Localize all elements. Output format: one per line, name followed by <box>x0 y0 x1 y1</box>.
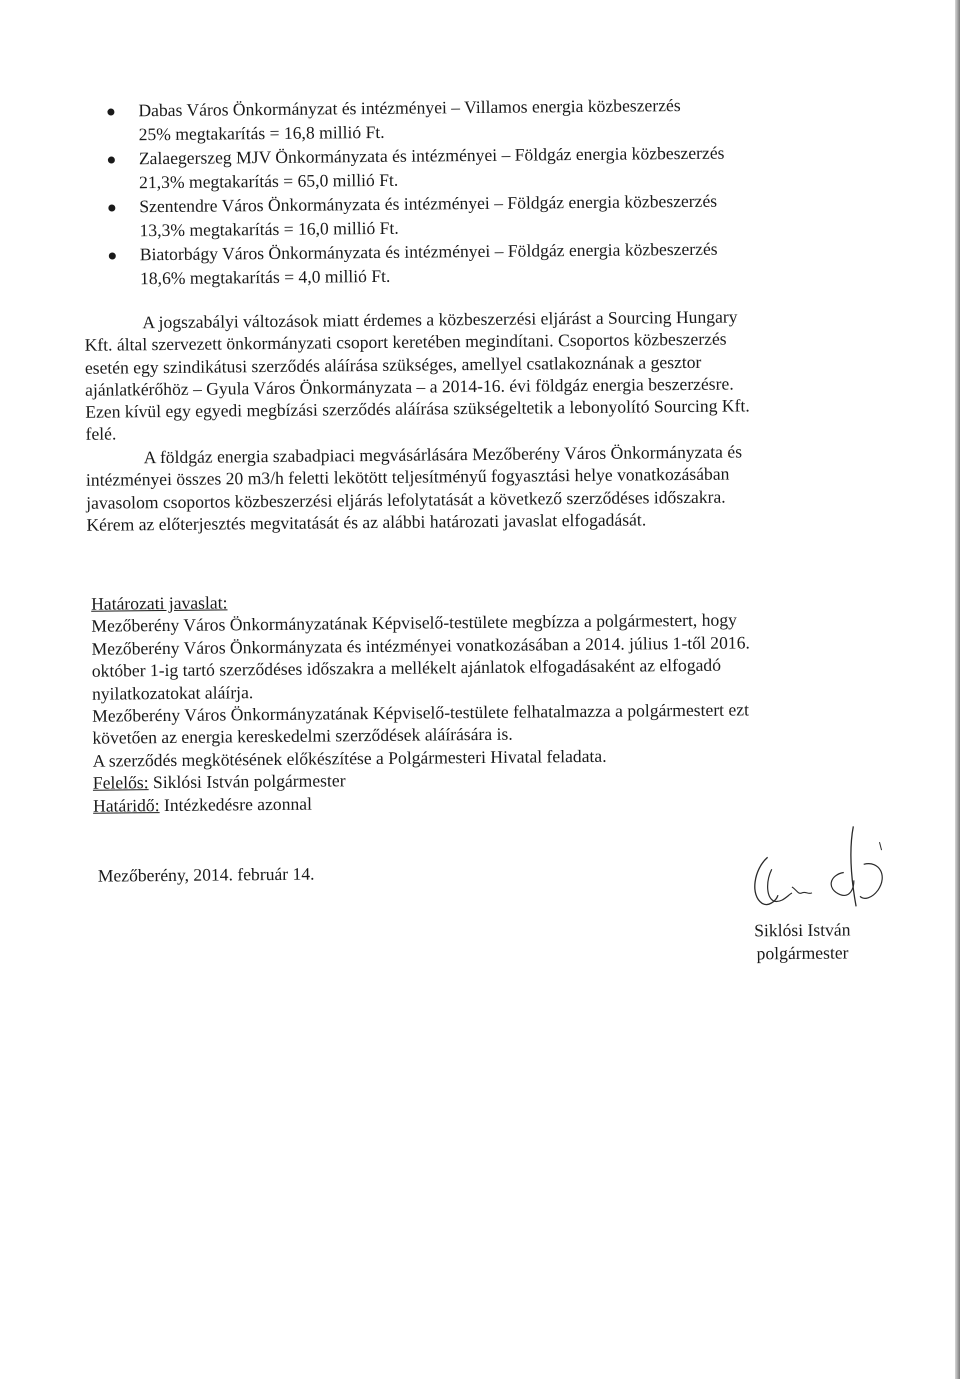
resolution-line: Mezőberény Város Önkormányzata és intézményei vonatkozásában a 2014. július 1-től 2016. <box>91 632 750 659</box>
list-item-title: Zalaegerszeg MJV Önkormányzata és intézményei – Földgáz energia közbeszerzés <box>138 142 725 169</box>
paragraph-line: esetén egy szindikátusi szerződés aláírása szükséges, amellyel csatlakoznának a gesztor <box>84 351 702 378</box>
resolution-line: október 1-ig tartó szerződéses időszakra a mellékelt ajánlatok elfogadásaként az elfogadó <box>91 654 722 681</box>
paragraph-line: Kérem az előterjesztés megvitatását és az alábbi határozati javaslat elfogadását. <box>86 509 647 535</box>
deadline-value: Intézkedésre azonnal <box>159 793 313 815</box>
bullet-icon <box>107 108 114 115</box>
list-item-title: Biatorbágy Város Önkormányzata és intézményei – Földgáz energia közbeszerzés <box>139 238 718 265</box>
signer-title: polgármester <box>756 942 849 964</box>
responsible-value: Siklósi István polgármester <box>148 770 346 793</box>
proposal-paragraph <box>86 440 839 536</box>
list-item-savings: 21,3% megtakarítás = 65,0 millió Ft. <box>139 169 399 192</box>
resolution-line: követően az energia kereskedelmi szerződések aláírására is. <box>92 724 513 749</box>
bullet-icon <box>108 204 115 211</box>
paragraph-line: felé. <box>85 423 117 445</box>
list-item <box>104 93 824 147</box>
paragraph-line: ajánlatkérőhöz – Gyula Város Önkormányzata – a 2014-16. évi földgáz energia beszerzésre. <box>85 373 734 400</box>
resolution-line: Mezőberény Város Önkormányzatának Képviselő-testülete megbízza a polgármestert, hogy <box>91 609 737 637</box>
responsible-label: Felelős: <box>92 772 149 793</box>
paragraph-line: A jogszabályi változások miatt érdemes a közbeszerzési eljárást a Sourcing Hungary <box>142 306 738 333</box>
handwritten-signature <box>731 816 912 918</box>
resolution-proposal <box>91 585 853 816</box>
list-item-savings: 25% megtakarítás = 16,8 millió Ft. <box>138 121 385 144</box>
bullet-icon <box>109 252 116 259</box>
list-item <box>105 141 825 195</box>
savings-list <box>104 93 826 292</box>
list-item-savings: 13,3% megtakarítás = 16,0 millió Ft. <box>139 217 399 240</box>
resolution-line: Mezőberény Város Önkormányzatának Képviselő-testülete felhatalmazza a polgármestert ezt <box>92 699 750 726</box>
list-item-title: Szentendre Város Önkormányzata és intézményei – Földgáz energia közbeszerzés <box>139 190 718 217</box>
deadline-label: Határidő: <box>92 794 160 816</box>
paragraph-line: Ezen kívül egy egyedi megbízási szerződés aláírása szükségeltetik a lebonyolító Sourcing Kft. <box>85 395 750 422</box>
bullet-icon <box>108 156 115 163</box>
list-item <box>105 189 825 243</box>
paragraph-line: intézményei összes 20 m3/h feletti lekötött teljesítményű fogyasztási helye vonatkozásában <box>85 463 730 491</box>
signer-name: Siklósi István <box>754 919 851 941</box>
date-line: Mezőberény, 2014. február 14. <box>97 863 315 886</box>
list-item-savings: 18,6% megtakarítás = 4,0 millió Ft. <box>139 265 391 288</box>
list-item <box>106 237 826 291</box>
resolution-heading: Határozati javaslat: <box>91 592 228 614</box>
signer-block <box>742 918 862 965</box>
paragraph-line: A földgáz energia szabadpiaci megvásárlására Mezőberény Város Önkormányzata és <box>143 441 743 468</box>
resolution-line: A szerződés megkötésének előkészítése a Polgármesteri Hivatal feladata. <box>92 745 607 771</box>
paragraph-line: Kft. által szervezett önkormányzati csoport keretében megindítani. Csoportos közbeszerzés <box>84 328 727 356</box>
scan-edge <box>955 0 960 1379</box>
procurement-paragraph <box>84 305 837 446</box>
resolution-line: nyilatkozatokat aláírja. <box>91 681 254 704</box>
list-item-title: Dabas Város Önkormányzat és intézményei – Villamos energia közbeszerzés <box>138 95 681 121</box>
paragraph-line: javasolom csoportos közbeszerzési eljárás lefolytatását a következő szerződéses időszakra. <box>86 486 726 513</box>
